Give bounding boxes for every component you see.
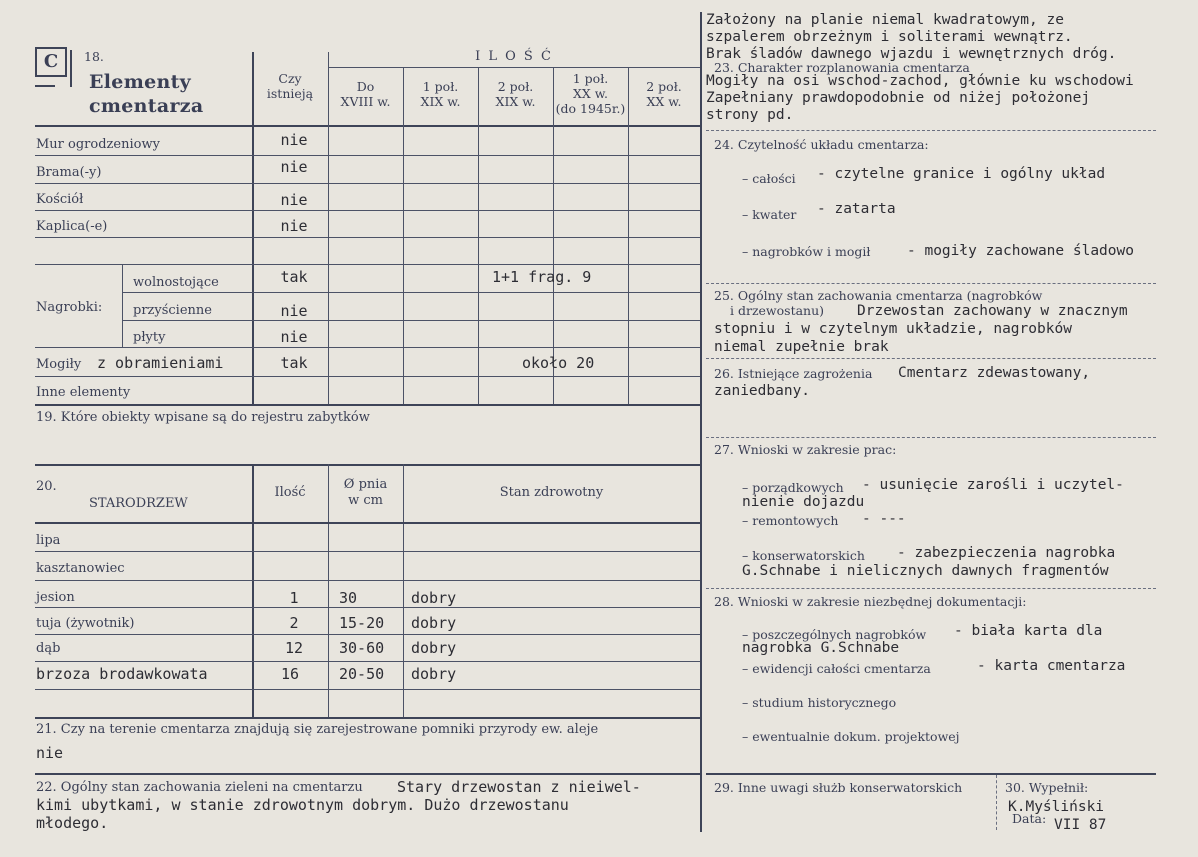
period-header: XIX w. [420,94,461,109]
q23-label: 23. Charakter rozplanowania cmentarza [714,60,970,75]
tree-name: tuja (żywotnik) [36,616,135,631]
row-label-chapel: Kaplica(-e) [36,219,108,234]
q26-answer-line1: Cmentarz zdewastowany, [898,365,1091,381]
q24-graves-label: – nagrobków i mogił [742,244,871,259]
q28-individual-label: – poszczególnych nagrobków [742,627,927,642]
period-header: XIX w. [495,94,536,109]
q25-answer-line3: niemal zupełnie brak [714,339,889,355]
tree-diam: 20-50 [339,665,385,683]
trees-col-health: Stan zdrowotny [499,485,604,500]
trees-col-qty: Ilość [274,485,306,500]
period-header: 2 poł. [497,79,534,94]
q30-name: K.Myśliński [1008,799,1105,815]
q23-answer-line3: strony pd. [706,107,794,123]
trees-section-number: 20. [36,479,57,494]
q24-graves-answer: - mogiły zachowane śladowo [907,243,1134,259]
q28-records-label: – ewidencji całości cmentarza [742,661,931,676]
gravestones-label: Nagrobki: [36,300,103,315]
q30-date: VII 87 [1054,817,1107,833]
tree-name: dąb [36,641,61,656]
tree-qty: 2 [289,614,299,632]
q27-conservation-answer-line2: G.Schnabe i nielicznych dawnych fragmentów [742,563,1109,579]
tree-diam: 30 [339,589,358,607]
q21-label: 21. Czy na terenie cmentarza znajdują się zarejestrowane pomniki przyrody ew. aleje [36,722,599,737]
tree-diam: 30-60 [339,639,385,657]
q27-order-label: – porządkowych [742,480,844,495]
period-header: 2 poł. [646,79,682,94]
q28-records-answer: - karta cmentarza [977,658,1126,674]
q22-answer-line2: kimi ubytkami, w stanie zdrowotnym dobrym. Dużo drzewostanu [36,796,569,814]
layout-note-line2: szpalerem obrzeżnym i soliterami wewnątrz. [706,29,1073,45]
q30-date-label: Data: [1012,811,1047,826]
q23-answer-line1: Mogiły na osi wschod-zachod, głównie ku wschodowi [706,73,1134,89]
q22-answer-line1: Stary drzewostan z nieiwel- [397,778,641,796]
q22-answer-line3: młodego. [36,814,109,832]
tree-health: dobry [411,614,457,632]
row-label-gate: Brama(-y) [36,165,102,180]
row-label-freestanding: wolnostojące [133,275,219,290]
q27-label: 27. Wnioski w zakresie prac: [714,442,897,457]
wall-exists: nie [280,131,308,149]
col-exists-line1: Czy [278,71,302,86]
q29-label: 29. Inne uwagi służb konserwatorskich [714,780,963,795]
q24-label: 24. Czytelność układu cmentarza: [714,137,929,152]
period-header: XVIII w. [340,94,391,109]
q26-answer-line2: zaniedbany. [714,383,811,399]
period-header: (do 1945r.) [555,101,626,116]
q25-label-line2: i drzewostanu) [730,303,825,318]
form-letter: C [35,47,67,77]
tree-diam: 15-20 [339,614,385,632]
row-label-other: Inne elementy [36,385,131,400]
col-exists-line2: istnieją [266,86,314,101]
gate-exists: nie [280,158,308,176]
q24-quarters-answer: - zatarta [817,201,896,217]
q26-label: 26. Istniejące zagrożenia [714,366,873,381]
tree-name: jesion [36,590,75,605]
slabs-exists: nie [280,328,308,346]
q22-label: 22. Ogólny stan zachowania zieleni na cmentarzu [36,780,363,795]
period-header: XX w. [646,94,682,109]
tree-health: dobry [411,639,457,657]
elements-title-line2: cmentarza [89,95,204,117]
trees-title: STARODRZEW [89,496,188,511]
trees-col-diam-line2: w cm [348,493,383,508]
q28-study-label: – studium historycznego [742,695,897,710]
chapel-exists: nie [280,217,308,235]
q28-individual-answer-line2: nagrobka G.Schnabe [742,640,900,656]
freestanding-exists: tak [280,268,308,286]
q23-answer-line2: Zapełniany prawdopodobnie od niżej położonej [706,90,1091,106]
q27-repair-answer: - --- [862,511,906,527]
section-number-18: 18. [84,49,104,64]
tree-name: lipa [36,533,61,548]
q27-order-answer-line1: - usunięcie zarośli i uczytel- [862,477,1124,493]
row-label-graves: Mogiły [36,357,82,372]
q28-individual-answer-line1: - biała karta dla [954,623,1103,639]
graves-count: około 20 [522,354,595,372]
q25-answer-line1: Drzewostan zachowany w znacznym [857,303,1128,319]
tree-qty: 16 [280,665,300,683]
q25-label-line1: 25. Ogólny stan zachowania cmentarza (nagrobków [714,288,1043,303]
q27-order-answer-line2: nienie dojazdu [742,494,865,510]
q19-label: 19. Które obiekty wpisane są do rejestru zabytków [36,410,370,425]
layout-note-line3: Brak śladów dawnego wjazdu i wewnętrznych dróg. [706,46,1117,62]
q27-conservation-answer-line1: - zabezpieczenia nagrobka [897,545,1116,561]
row-label-slabs: płyty [133,330,166,345]
row-label-wall-mounted: przyścienne [133,303,212,318]
period-header: 1 poł. [422,79,459,94]
q27-repair-label: – remontowych [742,513,839,528]
q28-label: 28. Wnioski w zakresie niezbędnej dokumentacji: [714,594,1027,609]
q30-label: 30. Wypełnił: [1005,780,1089,795]
q25-answer-line2: stopniu i w czytelnym układzie, nagrobków [714,321,1072,337]
tree-health: dobry [411,665,457,683]
church-exists: nie [280,191,308,209]
tree-name: kasztanowiec [36,561,125,576]
row-label-church: Kościół [36,192,84,207]
period-header: Do [356,79,375,94]
period-header: 1 poł. [572,71,609,86]
q28-design-label: – ewentualnie dokum. projektowej [742,729,960,744]
elements-title-line1: Elementy [89,71,192,93]
q24-quarters-label: – kwater [742,207,797,222]
freestanding-count: 1+1 frag. 9 [492,268,592,286]
row-label-wall: Mur ogrodzeniowy [36,137,160,152]
tree-qty: 1 [289,589,299,607]
quantity-title: I L O Ś Ć [475,49,553,64]
q27-conservation-label: – konserwatorskich [742,548,865,563]
q21-answer: nie [36,744,64,762]
tree-health: dobry [411,589,457,607]
graves-note: z obramieniami [97,354,224,372]
q24-whole-label: – całości [742,171,796,186]
tree-name: brzoza brodawkowata [36,665,208,683]
graves-exists: tak [280,354,308,372]
tree-qty: 12 [284,639,304,657]
period-header: XX w. [573,86,608,101]
layout-note-line1: Założony na planie niemal kwadratowym, ze [706,12,1064,28]
trees-col-diam-line1: Ø pnia [343,477,388,492]
wall-mounted-exists: nie [280,302,308,320]
q24-whole-answer: - czytelne granice i ogólny układ [817,166,1106,182]
